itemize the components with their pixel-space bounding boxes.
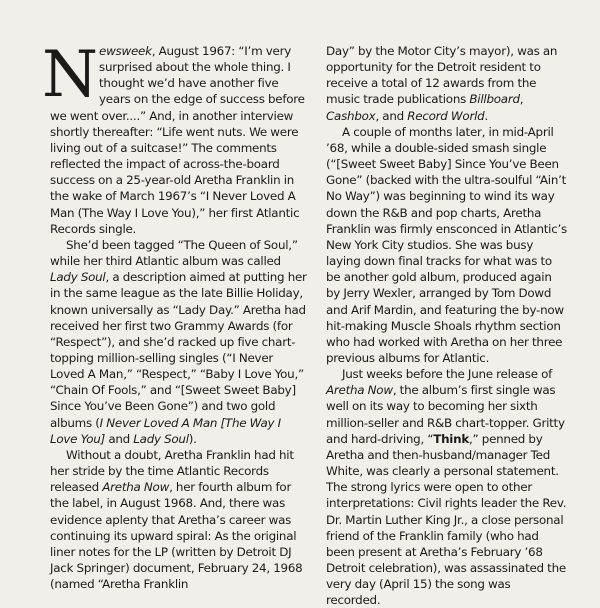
paragraph-newsweek-quote: Newsweek, August 1967: “I’m very surprised about the whole thing. I thought we’d have another five years on the edge of success before we went over....” And, in another interview shortly thereafter: “Life went nuts. We were living out of a suitcase!” The comments reflected the impact of across-the-board success on a 25-year-old Aretha Franklin in the wake of March 1967’s “I Never Loved A Man (The Way I Love You),” her first Atlantic Records single. [42,38,305,236]
paragraph-awards: Day” by the Motor City’s mayor), was an opportunity for the Detroit resident to receive a total of 12 awards from the music trade publications Billboard, Cashbox, and Record World. [326,44,558,123]
song-title: Think [433,431,470,446]
paragraph-queen-of-soul: She’d been tagged “The Queen of Soul,” while her third Atlantic album was called Lady Soul, a description aimed at putting her in the same league as the late Billie Holiday, known universally as “Lady Day.” Aretha had received her first two Grammy Awards (for “Respect”), and she’d racked up five chart-topping million-selling singles (“I Never Loved A Man,” “Respect,” “Baby I Love You,” “Chain Of Fools,” and “[Sweet Sweet Baby] Since You’ve Been Gone”) and two gold albums (I Never Loved A Man [The Way I Love You] and Lady Soul). [50,237,307,446]
album-title: Aretha Now [326,383,393,398]
paragraph-aretha-now-release: Without a doubt, Aretha Franklin had hit her stride by the time Atlantic Records released Aretha Now, her fourth album for the label, in August 1968. And, there was evidence aplenty that Aretha’s career was continuing its upward spiral: As the original liner notes for the LP (written by Detroit DJ Jack Springer) document, February 24, 1968 (named “Aretha Franklin [50,447,303,592]
publication-name: ewsweek [99,44,152,58]
paragraph-recording-sessions: A couple of months later, in mid-April ’68, while a double-sided smash single (“[Sweet Sweet Baby] Since You’ve Been Gone” (backed with the ultra-soulful “Ain’t No Way”) was beginning to wind its way down the R&B and pop charts, Aretha Franklin was firmly ensconced in Atlantic’s New York City studios. She was busy laying down final tracks for what was to be another gold album, produced again by Jerry Wexler, arranged by Tom Dowd and Arif Mardin, and featuring the by-now hit-making Muscle Shoals rhythm section who had worked with Aretha on her three previous albums for Atlantic. [326,124,567,365]
publication-name: Billboard [469,92,520,107]
drop-cap-letter: N [42,38,95,112]
right-column [326,43,568,608]
publication-name: Record World [407,108,485,123]
publication-name: Cashbox [326,108,376,123]
album-title: I Never Loved A Man [The Way I Love You] [50,415,281,446]
album-title: Lady Soul [50,270,106,285]
album-title: Lady Soul [133,431,189,446]
album-title: Aretha Now [102,480,170,495]
paragraph-think-single: Just weeks before the June release of Aretha Now, the album’s first single was well on its way to becoming her sixth million-seller and R&B chart-topper. Gritty and hard-driving, “Think,” penned by Aretha and then-husband/manager Ted White, was clearly a personal statement. The strong lyrics were open to other interpretations: Civil rights leader the Rev. Dr. Martin Luther King Jr., a close personal friend of the Franklin family (who had been present at Aretha’s February ’68 Detroit celebration), was assassinated the very day (April 15) the song was recorded. [326,367,567,608]
left-column [42,38,308,592]
